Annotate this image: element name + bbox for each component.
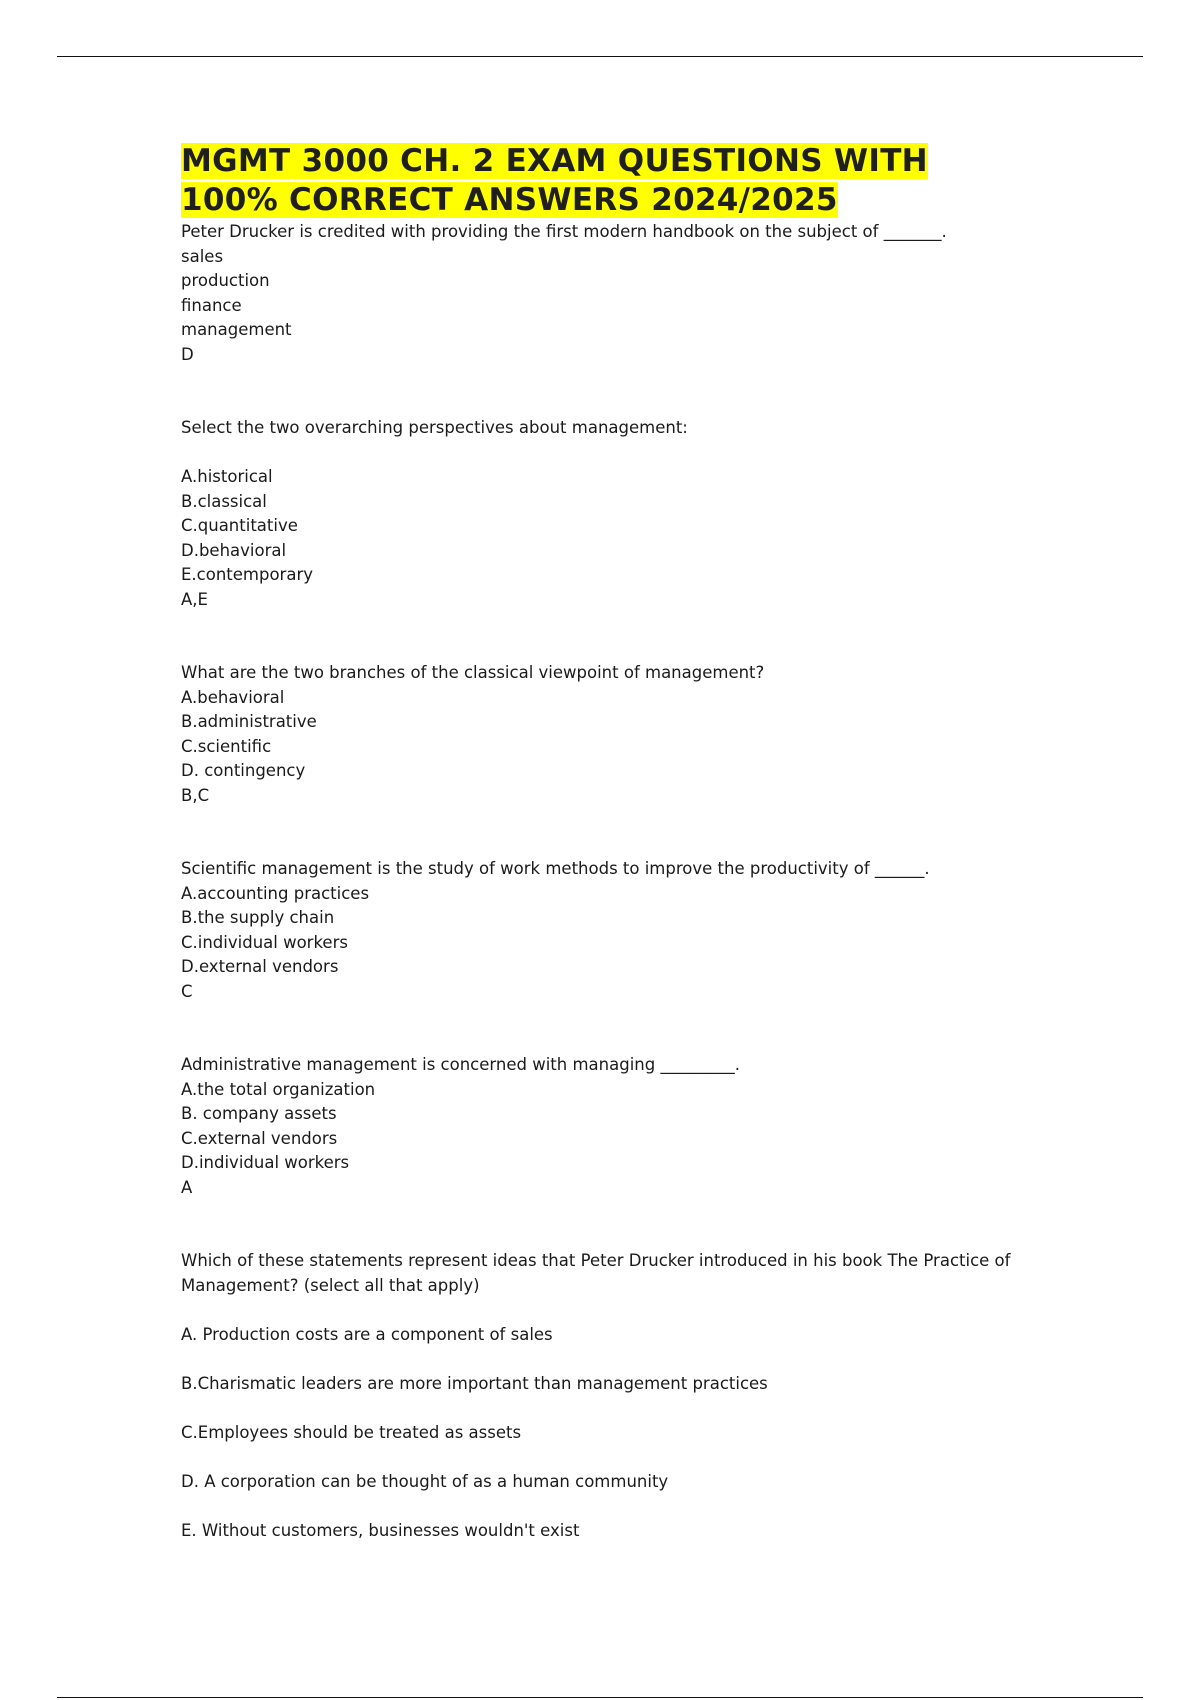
question-prompt: Peter Drucker is credited with providing the first modern handbook on the subject of _______. bbox=[181, 222, 947, 241]
document-title bbox=[181, 142, 1061, 220]
answer-option: D.behavioral bbox=[181, 540, 287, 560]
correct-answer: D bbox=[181, 344, 194, 364]
answer-option: D. contingency bbox=[181, 761, 306, 780]
answer-option: A. Production costs are a component of sales bbox=[181, 1324, 553, 1344]
answer-option: B.Charismatic leaders are more important than management practices bbox=[181, 1373, 768, 1393]
question-prompt: Scientific management is the study of work methods to improve the productivity of ______. bbox=[181, 859, 930, 878]
question-1 bbox=[181, 220, 1061, 367]
answer-option: D.external vendors bbox=[181, 957, 339, 976]
answer-option: production bbox=[181, 271, 270, 290]
answer-option: A.accounting practices bbox=[181, 883, 370, 903]
answer-option: B.the supply chain bbox=[181, 908, 335, 927]
answer-option: D.individual workers bbox=[181, 1153, 350, 1172]
title-line-2: 100% CORRECT ANSWERS 2024/2025 bbox=[181, 182, 838, 218]
answer-option: E.contemporary bbox=[181, 565, 313, 584]
footer-rule bbox=[57, 1697, 1143, 1698]
answer-option: C.scientific bbox=[181, 736, 272, 756]
question-prompt: What are the two branches of the classical viewpoint of management? bbox=[181, 663, 765, 682]
answer-option: management bbox=[181, 320, 292, 339]
answer-option: C.quantitative bbox=[181, 516, 298, 535]
answer-option: A.the total organization bbox=[181, 1079, 376, 1099]
document-body bbox=[181, 142, 1061, 1543]
answer-option: E. Without customers, businesses wouldn't exist bbox=[181, 1520, 580, 1540]
answer-option: A.historical bbox=[181, 467, 273, 486]
correct-answer: C bbox=[181, 981, 193, 1001]
answer-option: D. A corporation can be thought of as a human community bbox=[181, 1471, 669, 1491]
question-prompt-line-2: Management? (select all that apply) bbox=[181, 1275, 480, 1295]
answer-option: sales bbox=[181, 246, 224, 266]
question-4 bbox=[181, 857, 1061, 1004]
correct-answer: A,E bbox=[181, 589, 208, 609]
question-5 bbox=[181, 1053, 1061, 1200]
answer-option: finance bbox=[181, 295, 242, 315]
answer-option: B.classical bbox=[181, 491, 267, 511]
header-rule bbox=[57, 56, 1143, 57]
answer-option: C.Employees should be treated as assets bbox=[181, 1422, 522, 1442]
question-2 bbox=[181, 416, 1061, 612]
answer-option: C.individual workers bbox=[181, 932, 348, 952]
question-prompt-line-1: Which of these statements represent ideas that Peter Drucker introduced in his book The Practice of bbox=[181, 1251, 1011, 1270]
question-prompt: Select the two overarching perspectives about management: bbox=[181, 418, 688, 437]
answer-option: B.administrative bbox=[181, 712, 317, 731]
correct-answer: B,C bbox=[181, 785, 210, 805]
answer-option: B. company assets bbox=[181, 1104, 337, 1123]
question-prompt: Administrative management is concerned with managing _________. bbox=[181, 1055, 740, 1074]
question-3 bbox=[181, 661, 1061, 808]
answer-option: C.external vendors bbox=[181, 1128, 338, 1148]
correct-answer: A bbox=[181, 1177, 193, 1197]
title-line-1: MGMT 3000 CH. 2 EXAM QUESTIONS WITH bbox=[181, 143, 928, 179]
question-6 bbox=[181, 1249, 1061, 1543]
answer-option: A.behavioral bbox=[181, 687, 285, 707]
